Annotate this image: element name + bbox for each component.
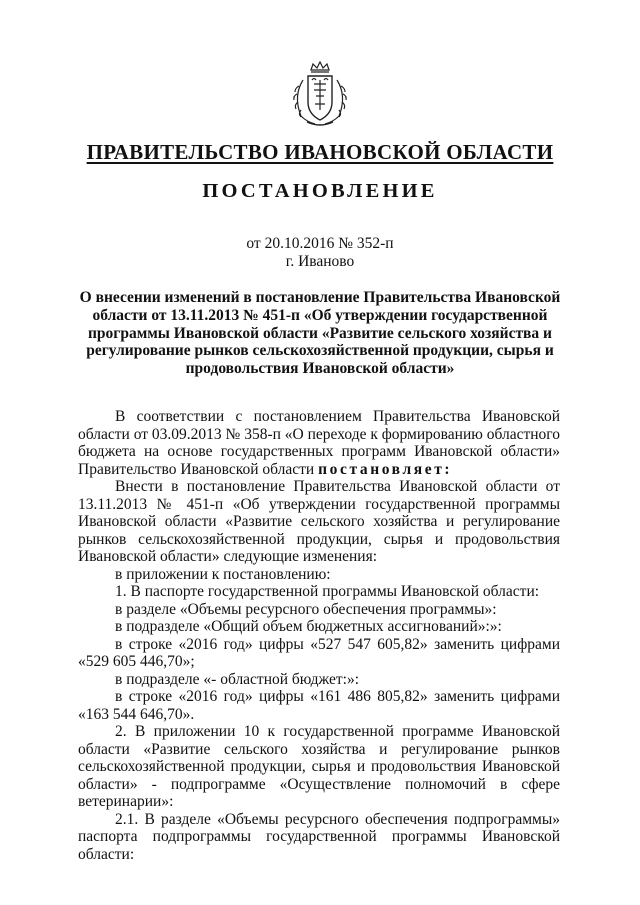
preamble-text: В соответствии с постановлением Правительства Ивановской области от 03.09.2013 № 358-п «О переходе к формированию областного бюджета на основе государственных программ Ивановской области» Правительство Ивановской области [78, 408, 560, 478]
document-type: ПОСТАНОВЛЕНИЕ [202, 180, 438, 202]
body-paragraph: Внести в постановление Правительства Ивановской области от 13.11.2013 № 451-п «Об утверждении государственной программы Ивановской области «Развитие сельского хозяйства и регулирование рынков сельскохозяйственной продукции, сырья и продовольствия Ивановской области» следующие изменения: [78, 478, 560, 565]
city: г. Иваново [285, 253, 355, 270]
organization-name: ПРАВИТЕЛЬСТВО ИВАНОВСКОЙ ОБЛАСТИ [86, 140, 554, 164]
body-paragraph: 2.1. В разделе «Объемы ресурсного обеспечения подпрограммы» паспорта подпрограммы государственной программы Ивановской области: [78, 810, 560, 863]
body-paragraph: 2. В приложении 10 к государственной программе Ивановской области «Развитие сельского хозяйства и регулирование рынков сельскохозяйственной продукции, сырья и продовольствия Ивановской области» - подпрограмме «Осуществление полномочий в сфере ветеринарии»: [78, 723, 560, 810]
date-block [0, 235, 640, 271]
coat-of-arms-icon [289, 60, 351, 128]
document-body [78, 408, 560, 863]
body-paragraph: 1. В паспорте государственной программы Ивановской области: [115, 583, 540, 600]
date-number: от 20.10.2016 № 352-п [246, 235, 394, 252]
preamble-paragraph [78, 408, 560, 478]
body-paragraph: в разделе «Объемы ресурсного обеспечения программы»: [115, 600, 497, 618]
body-paragraph: в строке «2016 год» цифры «527 547 605,82» заменить цифрами «529 605 446,70»; [78, 635, 560, 670]
body-paragraph: в подразделе «- областной бюджет:»: [115, 670, 360, 688]
body-paragraph: в приложении к постановлению: [115, 565, 331, 583]
body-paragraph: в подразделе «Общий объем бюджетных ассигнований»:»: [115, 618, 502, 635]
body-paragraph: в строке «2016 год» цифры «161 486 805,82» заменить цифрами «163 544 646,70». [78, 688, 560, 723]
document-subject: О внесении изменений в постановление Правительства Ивановской области от 13.11.2013 № 451-п «Об утверждении государственной программы Ивановской области «Развитие сельского хозяйства и регулирование рынков сельскохозяйственной продукции, сырья и продовольствия Ивановской области» [79, 289, 561, 378]
resolves-text: постановляет: [318, 460, 453, 478]
